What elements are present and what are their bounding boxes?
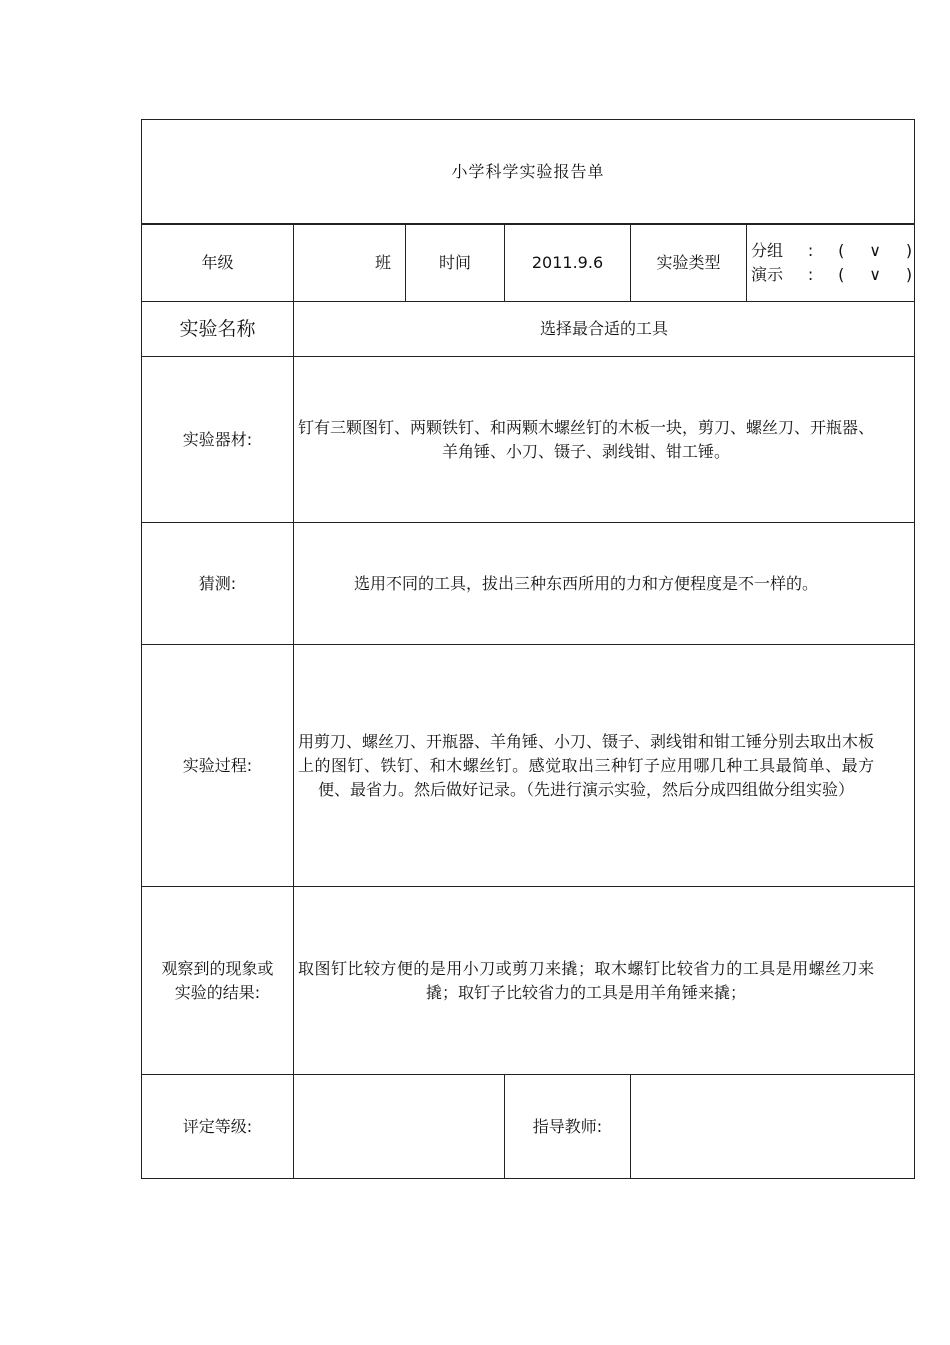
experiment-name: 选择最合适的工具: [294, 302, 915, 357]
type-option-mark: ∨: [869, 265, 881, 284]
teacher-label: 指导教师:: [505, 1075, 631, 1179]
type-option-close: ): [905, 265, 913, 284]
observation-label: [142, 887, 294, 1075]
type-option-open: (: [838, 265, 845, 284]
type-label: 实验类型: [631, 224, 747, 302]
report-table: [141, 119, 915, 1179]
evaluation-label: 评定等级:: [142, 1075, 294, 1179]
type-option-label: 分组: [751, 241, 784, 260]
observation-text: 取图钉比较方便的是用小刀或剪刀来撬；取木螺钉比较省力的工具是用螺丝刀来撬；取钉子比较省力的工具是用羊角锤来撬；: [298, 958, 875, 1002]
materials-label: 实验器材:: [142, 357, 294, 523]
guess-cell: [294, 523, 915, 645]
type-option-demo: [751, 263, 914, 287]
type-option-close: ): [905, 241, 913, 260]
guess-text: 选用不同的工具，拔出三种东西所用的力和方便程度是不一样的。: [354, 573, 819, 593]
type-option-label: 演示: [751, 265, 784, 284]
materials-cell: [294, 357, 915, 523]
experiment-name-label: 实验名称: [142, 302, 294, 357]
teacher-value: [631, 1075, 915, 1179]
report-sheet: [141, 119, 914, 1184]
type-option-open: (: [838, 241, 845, 260]
guess-label: 猜测:: [142, 523, 294, 645]
observation-label-line: 实验的结果:: [174, 982, 261, 1002]
date-value: 2011.9.6: [505, 224, 631, 302]
process-cell: [294, 645, 915, 887]
type-option-colon: :: [807, 265, 814, 284]
time-label: 时间: [406, 224, 505, 302]
report-title: 小学科学实验报告单: [142, 120, 915, 225]
type-option-mark: ∨: [869, 241, 881, 260]
type-option-group: [751, 239, 914, 263]
observation-label-line: 观察到的现象或: [161, 958, 274, 978]
grade-label: 年级: [142, 224, 294, 302]
process-label: 实验过程:: [142, 645, 294, 887]
process-text: 用剪刀、螺丝刀、开瓶器、羊角锤、小刀、镊子、剥线钳和钳工锤分别去取出木板上的图钉、铁钉、和木螺丝钉。感觉取出三种钉子应用哪几种工具最简单、最方便、最省力。然后做好记录。（先进行演示实验，然后分成四组做分组实验）: [298, 731, 875, 799]
class-label: 班: [294, 224, 406, 302]
evaluation-value: [294, 1075, 505, 1179]
type-option-colon: :: [807, 241, 814, 260]
type-options: [747, 224, 915, 302]
materials-text: 钉有三颗图钉、两颗铁钉、和两颗木螺丝钉的木板一块，剪刀、螺丝刀、开瓶器、羊角锤、小刀、镊子、剥线钳、钳工锤。: [298, 417, 875, 461]
observation-cell: [294, 887, 915, 1075]
